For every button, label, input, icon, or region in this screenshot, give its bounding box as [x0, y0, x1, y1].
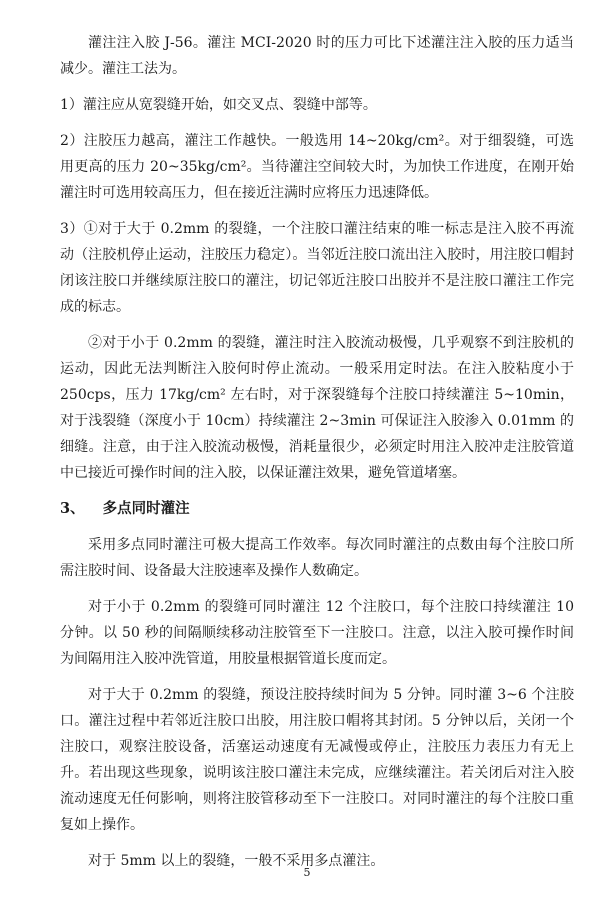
- paragraph-wide-cracks: 对于 5mm 以上的裂缝，一般不采用多点灌注。: [88, 853, 385, 869]
- paragraph-step-1: 1）灌注应从宽裂缝开始，如交叉点、裂缝中部等。: [60, 97, 377, 113]
- paragraph-step-3a: 3）①对于大于 0.2mm 的裂缝，一个注胶口灌注结束的唯一标志是注入胶不再流动（注胶机停止运动，注胶压力稳定）。当邻近注胶口流出注入胶时，用注胶口帽封闭该注胶口并继续原注胶口的灌注，切记邻近注胶口出胶并不是注胶口灌注工作完成的标志。: [60, 221, 574, 315]
- paragraph-small-cracks: 对于小于 0.2mm 的裂缝可同时灌注 12 个注胶口，每个注胶口持续灌注 10 分钟。以 50 秒的间隔顺续移动注胶管至下一注胶口。注意，以注入胶可操作时间为间隔用注入胶冲洗管道，用胶量根据管道长度而定。: [60, 599, 574, 667]
- paragraph-multipoint-intro: 采用多点同时灌注可极大提高工作效率。每次同时灌注的点数由每个注胶口所需注胶时间、设备最大注胶速率及操作人数确定。: [60, 537, 574, 579]
- section-heading: [60, 496, 574, 522]
- paragraph-large-cracks: 对于大于 0.2mm 的裂缝，预设注胶持续时间为 5 分钟。同时灌 3~6 个注胶口。灌注过程中若邻近注胶口出胶，用注胶口帽将其封闭。5 分钟以后，关闭一个注胶口，观察注胶设备，活塞运动速度有无减慢或停止，注胶压力表压力有无上升。若出现这些现象，说明该注胶口灌注未完成，应继续灌注。若关闭后对注入胶流动速度无任何影响，则将注胶管移动至下一注胶口。对同时灌注的每个注胶口重复如上操作。: [60, 687, 574, 833]
- paragraph-step-2: 2）注胶压力越高，灌注工作越快。一般选用 14~20kg/cm²。对于细裂缝，可选用更高的压力 20~35kg/cm²。当待灌注空间较大时，为加快工作进度，在刚开始灌注时可选用较高压力，但在接近注满时应将压力迅速降低。: [60, 133, 574, 201]
- page-number: 5: [303, 866, 311, 879]
- section-number: 3、: [60, 500, 85, 517]
- paragraph-step-3b: ②对于小于 0.2mm 的裂缝，灌注时注入胶流动极慢，几乎观察不到注胶机的运动，因此无法判断注入胶何时停止流动。一般采用定时法。在注入胶粘度小于 250cps，压力 17kg/cm² 左右时，对于深裂缝每个注胶口持续灌注 5~10min，对于浅裂缝（深度小于 10cm）持续灌注 2~3min 可保证注入胶渗入 0.01mm 的细缝。注意，由于注入胶流动极慢，消耗量很少，必须定时用注入胶冲走注胶管道中已接近可操作时间的注入胶，以保证灌注效果，避免管道堵塞。: [60, 335, 574, 481]
- paragraph-intro: 灌注注入胶 J-56。灌注 MCI-2020 时的压力可比下述灌注注入胶的压力适当减少。灌注工法为。: [60, 35, 574, 77]
- section-title: 多点同时灌注: [102, 500, 190, 517]
